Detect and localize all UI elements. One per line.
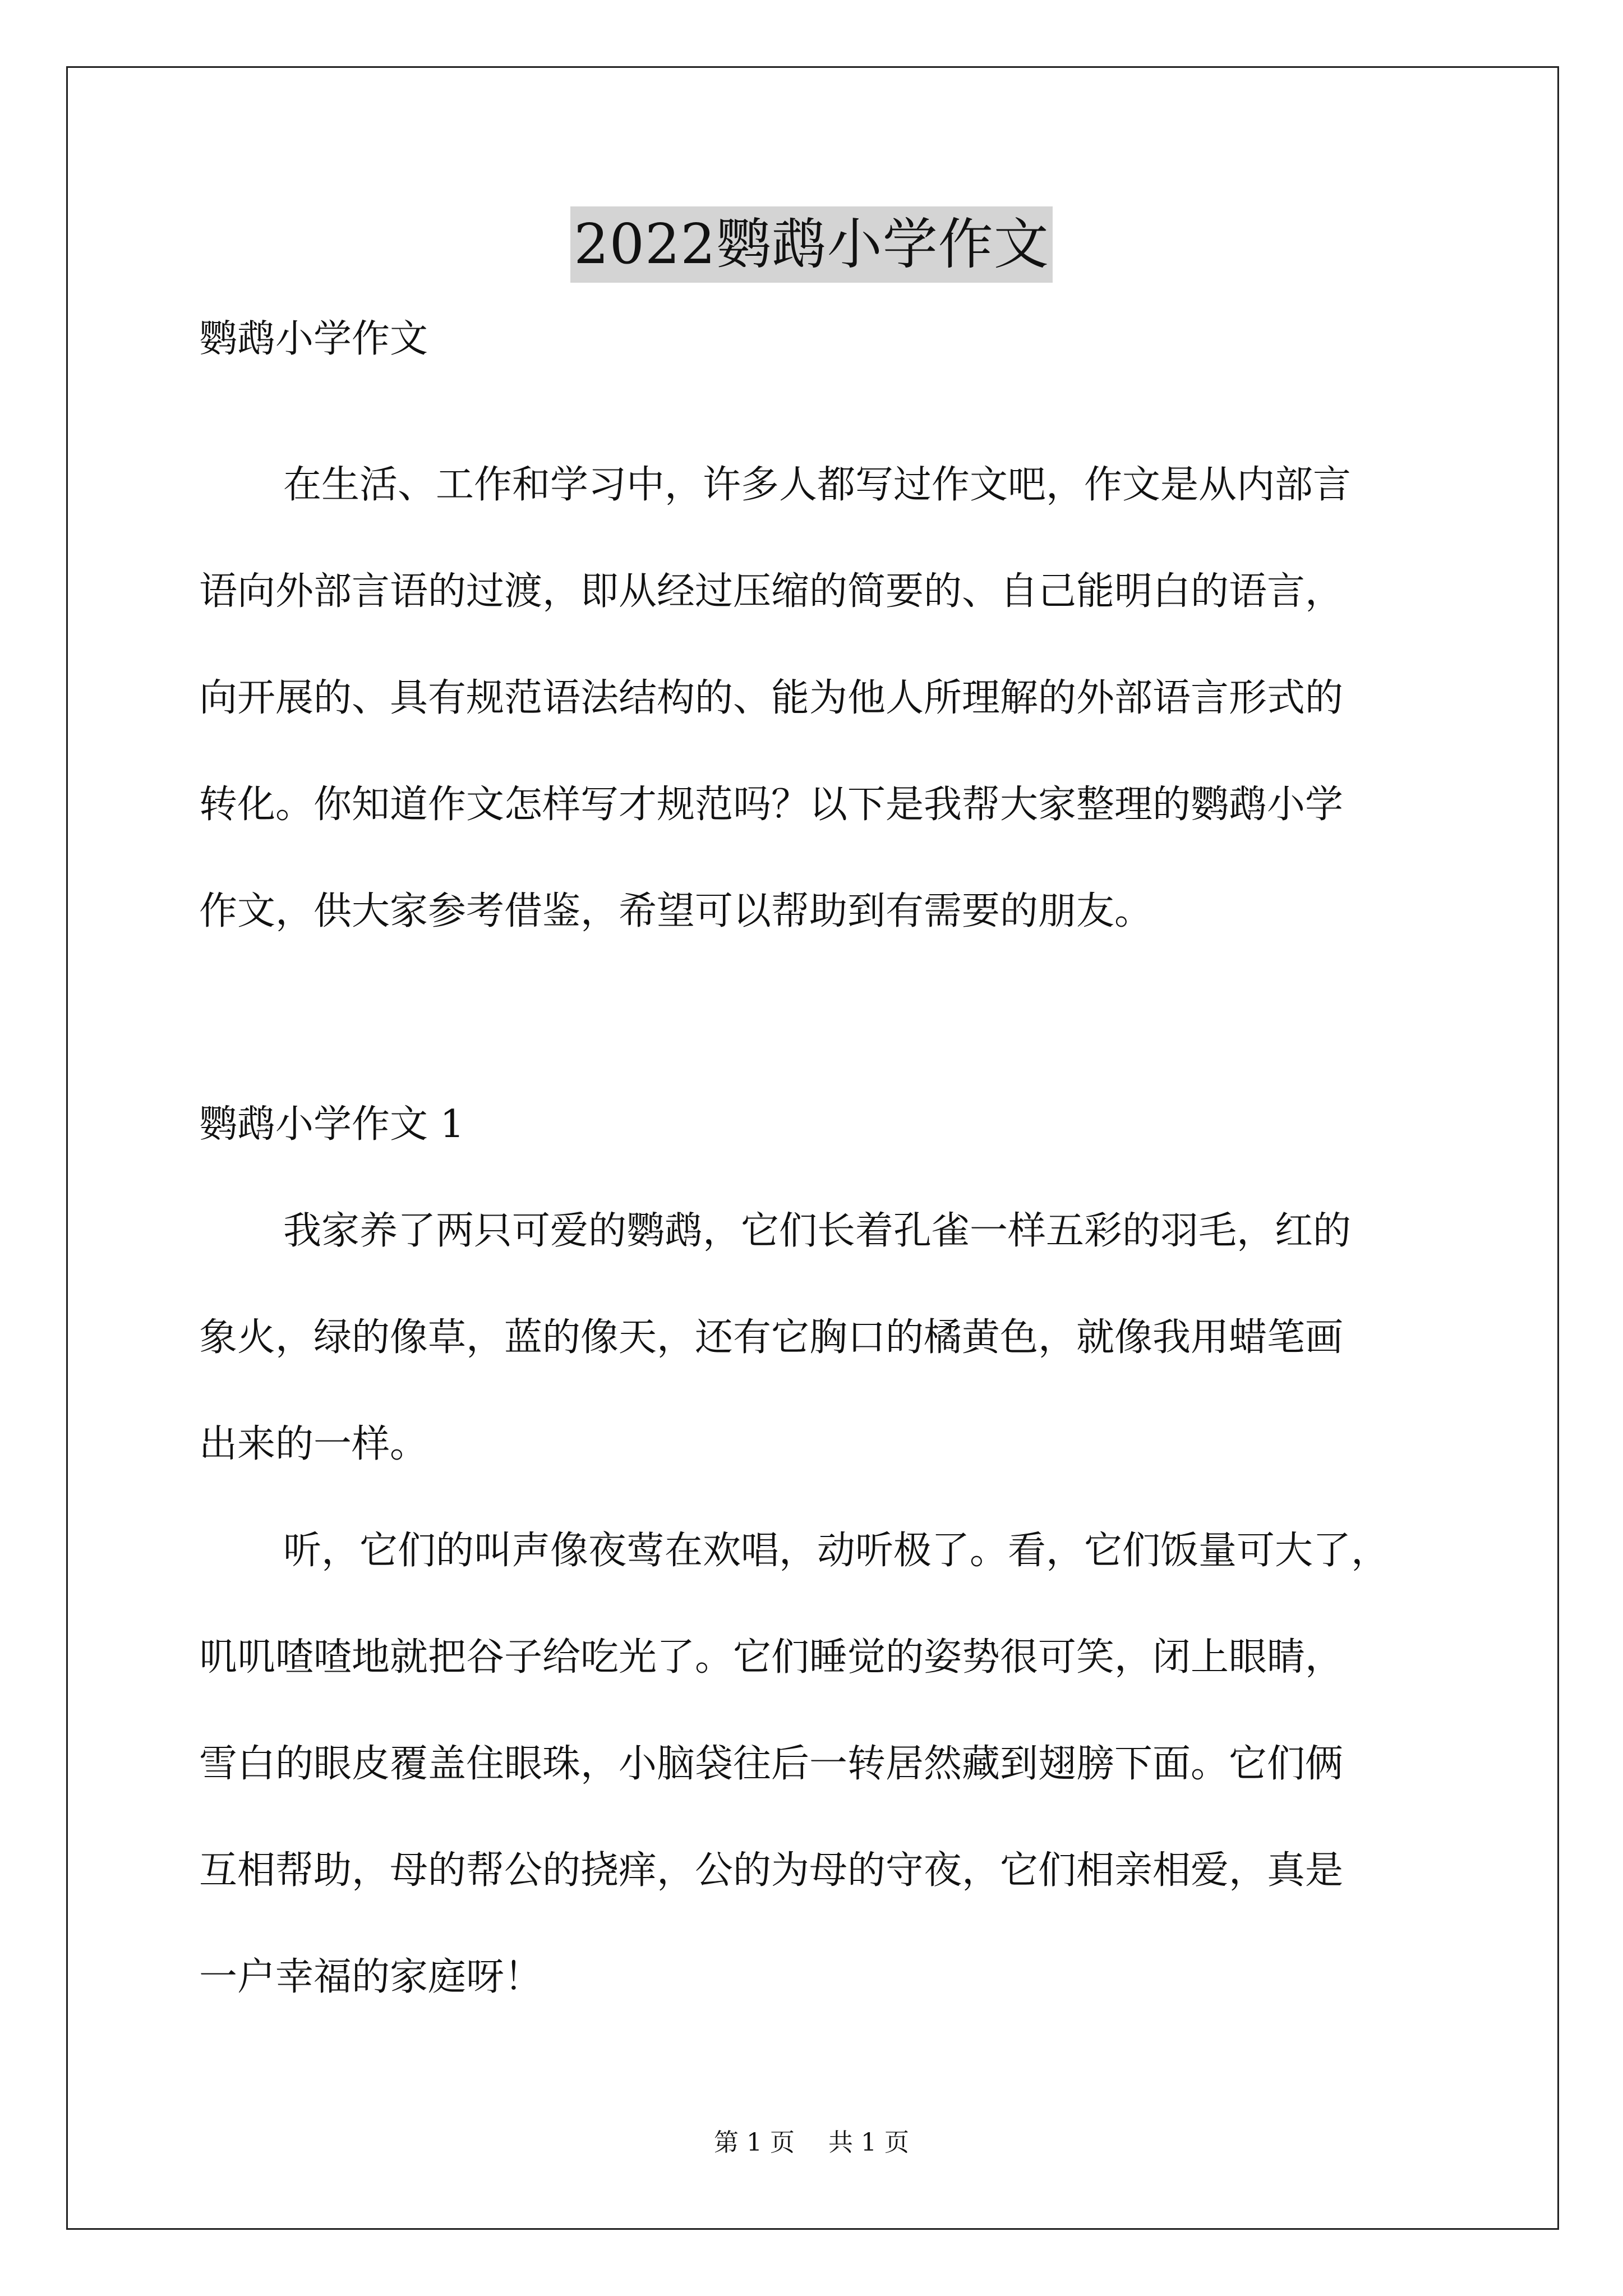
page-footer	[0, 2126, 1623, 2160]
section1-para2-line-2: 叽叽喳喳地就把谷子给吃光了。它们睡觉的姿势很可笑，闭上眼睛，	[199, 1635, 1344, 1680]
section1-para1-line-2: 象火，绿的像草，蓝的像天，还有它胸口的橘黄色，就像我用蜡笔画	[199, 1315, 1344, 1360]
page-number: 第 1 页	[714, 2128, 795, 2157]
intro-line-1: 在生活、工作和学习中，许多人都写过作文吧，作文是从内部言	[283, 463, 1352, 507]
section1-para1-line-1: 我家养了两只可爱的鹦鹉，它们长着孔雀一样五彩的羽毛，红的	[283, 1209, 1352, 1253]
section1-para2-line-1: 听，它们的叫声像夜莺在欢唱，动听极了。看，它们饭量可大了，	[283, 1529, 1390, 1573]
section1-para2-line-3: 雪白的眼皮覆盖住眼珠，小脑袋往后一转居然藏到翅膀下面。它们俩	[199, 1742, 1344, 1786]
section1-heading: 鹦鹉小学作文 1	[199, 1102, 464, 1147]
intro-heading: 鹦鹉小学作文	[199, 317, 428, 361]
section1-para1-line-3: 出来的一样。	[199, 1422, 428, 1466]
intro-line-4: 转化。你知道作文怎样写才规范吗？以下是我帮大家整理的鹦鹉小学	[199, 783, 1344, 827]
intro-line-3: 向开展的、具有规范语法结构的、能为他人所理解的外部语言形式的	[199, 676, 1344, 720]
section1-para2-line-5: 一户幸福的家庭呀！	[199, 1955, 543, 1999]
intro-line-2: 语向外部言语的过渡，即从经过压缩的简要的、自己能明白的语言，	[199, 569, 1344, 614]
title-container	[0, 206, 1623, 283]
section1-para2-line-4: 互相帮助，母的帮公的挠痒，公的为母的守夜，它们相亲相爱，真是	[199, 1848, 1344, 1893]
intro-line-5: 作文，供大家参考借鉴，希望可以帮助到有需要的朋友。	[199, 889, 1153, 933]
document-title: 2022鹦鹉小学作文	[570, 206, 1052, 283]
page-total: 共 1 页	[828, 2128, 909, 2157]
